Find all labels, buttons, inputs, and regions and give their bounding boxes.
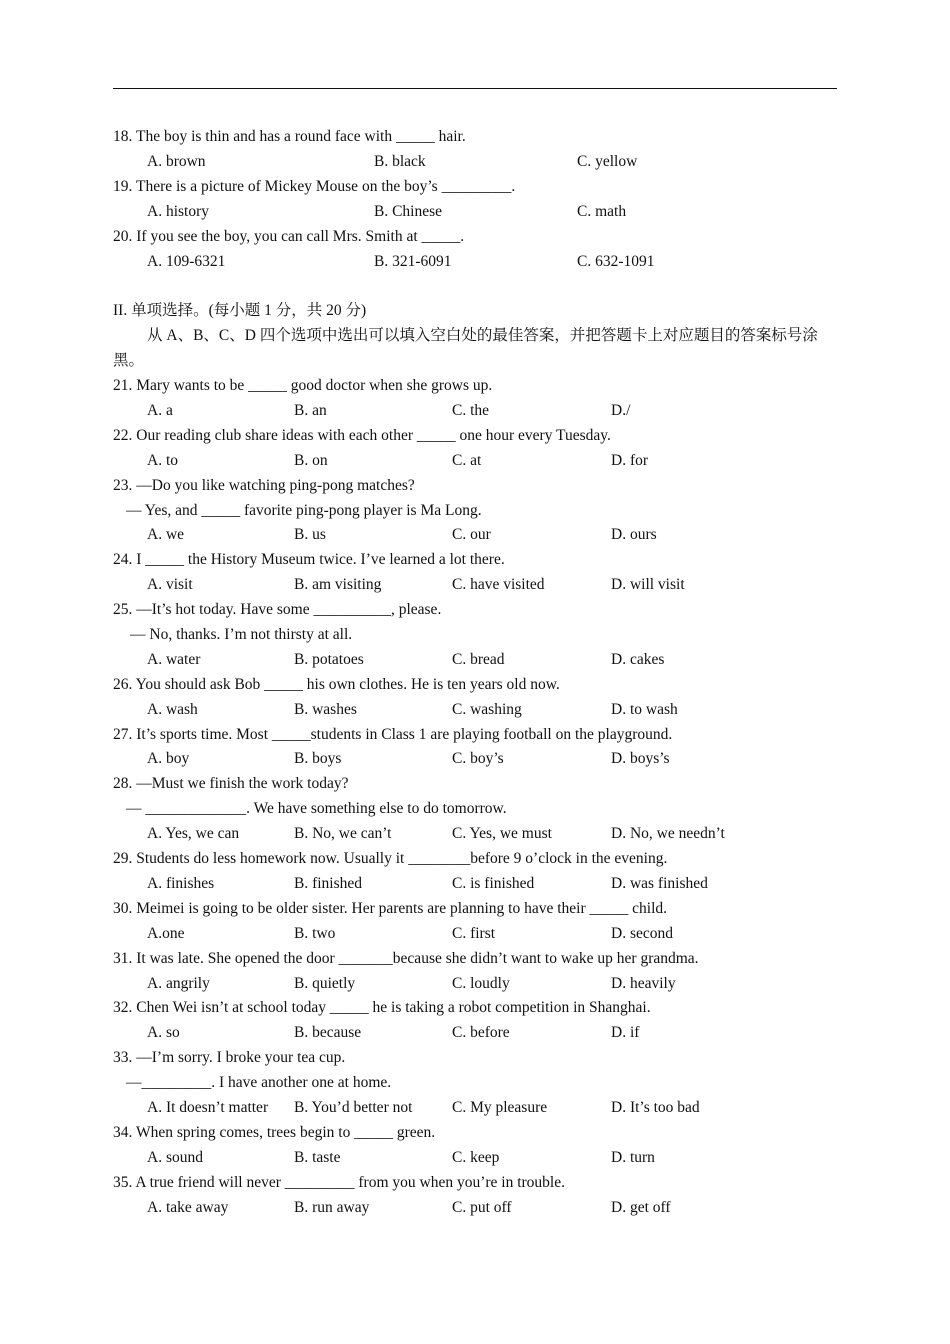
option-b: B. black <box>374 153 426 170</box>
question-20-options <box>147 252 847 272</box>
question-21-options <box>147 401 847 421</box>
question-23-stem: 23. —Do you like watching ping-pong matches? <box>113 477 415 494</box>
question-23-reply: — Yes, and _____ favorite ping-pong player is Ma Long. <box>126 502 482 519</box>
option-c: C. have visited <box>452 576 545 593</box>
question-27-stem: 27. It’s sports time. Most _____students in Class 1 are playing football on the playground. <box>113 726 673 743</box>
option-c: C. yellow <box>577 153 638 170</box>
question-28-options <box>147 824 847 844</box>
option-a: A. so <box>147 1024 180 1041</box>
option-c: C. keep <box>452 1149 500 1166</box>
option-d: D. second <box>611 925 673 942</box>
option-b: B. potatoes <box>294 651 364 668</box>
option-d: D. heavily <box>611 975 676 992</box>
option-d: D. ours <box>611 526 657 543</box>
option-b: B. on <box>294 452 328 469</box>
question-33-stem: 33. —I’m sorry. I broke your tea cup. <box>113 1049 346 1066</box>
option-a: A. wash <box>147 701 198 718</box>
option-b: B. taste <box>294 1149 341 1166</box>
option-b: B. because <box>294 1024 362 1041</box>
question-26-options <box>147 700 847 720</box>
option-b: B. run away <box>294 1199 370 1216</box>
option-d: D./ <box>611 402 631 419</box>
question-24-stem: 24. I _____ the History Museum twice. I’ve learned a lot there. <box>113 551 505 568</box>
option-c: C. 632-1091 <box>577 253 655 270</box>
option-a: A. a <box>147 402 173 419</box>
question-25-stem: 25. —It’s hot today. Have some __________, please. <box>113 601 442 618</box>
option-c: C. washing <box>452 701 522 718</box>
question-33-options <box>147 1098 847 1118</box>
option-c: C. bread <box>452 651 505 668</box>
option-a: A. water <box>147 651 201 668</box>
question-29-options <box>147 874 847 894</box>
question-19-stem: 19. There is a picture of Mickey Mouse on the boy’s _________. <box>113 178 516 195</box>
option-a: A. visit <box>147 576 193 593</box>
option-d: D. cakes <box>611 651 665 668</box>
option-b: B. washes <box>294 701 357 718</box>
question-31-options <box>147 974 847 994</box>
question-21-stem: 21. Mary wants to be _____ good doctor when she grows up. <box>113 377 493 394</box>
question-30-options <box>147 924 847 944</box>
question-23-options <box>147 525 847 545</box>
option-b: B. No, we can’t <box>294 825 392 842</box>
option-d: D. No, we needn’t <box>611 825 725 842</box>
question-34-options <box>147 1148 847 1168</box>
option-a: A. sound <box>147 1149 203 1166</box>
option-c: C. Yes, we must <box>452 825 552 842</box>
option-b: B. You’d better not <box>294 1099 413 1116</box>
question-18-options <box>147 152 847 172</box>
option-c: C. is finished <box>452 875 535 892</box>
option-a: A. we <box>147 526 185 543</box>
option-d: D. was finished <box>611 875 708 892</box>
section-heading: II. 单项选择。(每小题 1 分，共 20 分) <box>113 302 367 319</box>
option-b: B. am visiting <box>294 576 382 593</box>
question-18-stem: 18. The boy is thin and has a round face with _____ hair. <box>113 128 466 145</box>
question-35-options <box>147 1198 847 1218</box>
option-a: A. It doesn’t matter <box>147 1099 269 1116</box>
question-25-options <box>147 650 847 670</box>
question-32-options <box>147 1023 847 1043</box>
option-d: D. get off <box>611 1199 671 1216</box>
option-a: A. Yes, we can <box>147 825 240 842</box>
question-31-stem: 31. It was late. She opened the door _______because she didn’t want to wake up her grandma. <box>113 950 699 967</box>
option-a: A. history <box>147 203 209 220</box>
question-28-reply: — _____________. We have something else to do tomorrow. <box>126 800 507 817</box>
question-34-stem: 34. When spring comes, trees begin to _____ green. <box>113 1124 436 1141</box>
option-a: A. take away <box>147 1199 229 1216</box>
option-c: C. at <box>452 452 482 469</box>
question-22-stem: 22. Our reading club share ideas with each other _____ one hour every Tuesday. <box>113 427 611 444</box>
question-20-stem: 20. If you see the boy, you can call Mrs. Smith at _____. <box>113 228 465 245</box>
option-c: C. My pleasure <box>452 1099 548 1116</box>
option-c: C. the <box>452 402 490 419</box>
question-26-stem: 26. You should ask Bob _____ his own clothes. He is ten years old now. <box>113 676 560 693</box>
option-b: B. an <box>294 402 327 419</box>
option-a: A. boy <box>147 750 190 767</box>
option-c: C. first <box>452 925 496 942</box>
option-b: B. finished <box>294 875 363 892</box>
option-a: A.one <box>147 925 185 942</box>
option-b: B. 321-6091 <box>374 253 452 270</box>
option-c: C. math <box>577 203 627 220</box>
option-b: B. two <box>294 925 336 942</box>
question-30-stem: 30. Meimei is going to be older sister. Her parents are planning to have their _____ child. <box>113 900 667 917</box>
option-c: C. put off <box>452 1199 512 1216</box>
option-a: A. finishes <box>147 875 215 892</box>
question-25-reply: — No, thanks. I’m not thirsty at all. <box>130 626 353 643</box>
question-24-options <box>147 575 847 595</box>
option-d: D. for <box>611 452 649 469</box>
question-35-stem: 35. A true friend will never _________ from you when you’re in trouble. <box>113 1174 565 1191</box>
option-b: B. boys <box>294 750 342 767</box>
question-22-options <box>147 451 847 471</box>
question-29-stem: 29. Students do less homework now. Usually it ________before 9 o’clock in the evening. <box>113 850 668 867</box>
question-33-reply: —_________. I have another one at home. <box>126 1074 392 1091</box>
option-a: A. 109-6321 <box>147 253 226 270</box>
option-d: D. boys’s <box>611 750 670 767</box>
option-a: A. to <box>147 452 178 469</box>
option-d: D. will visit <box>611 576 685 593</box>
option-a: A. brown <box>147 153 206 170</box>
option-a: A. angrily <box>147 975 210 992</box>
option-d: D. to wash <box>611 701 678 718</box>
question-27-options <box>147 749 847 769</box>
question-19-options <box>147 202 847 222</box>
option-d: D. It’s too bad <box>611 1099 700 1116</box>
question-28-stem: 28. —Must we finish the work today? <box>113 775 349 792</box>
option-c: C. before <box>452 1024 510 1041</box>
option-d: D. turn <box>611 1149 655 1166</box>
section-instruction: 从 A、B、C、D 四个选项中选出可以填入空白处的最佳答案，并把答题卡上对应题目的答案标号涂黑。 <box>113 327 818 369</box>
option-c: C. loudly <box>452 975 510 992</box>
option-b: B. Chinese <box>374 203 443 220</box>
option-b: B. us <box>294 526 326 543</box>
option-d: D. if <box>611 1024 640 1041</box>
header-rule <box>113 88 837 89</box>
question-32-stem: 32. Chen Wei isn’t at school today _____ he is taking a robot competition in Shanghai. <box>113 999 651 1016</box>
option-c: C. our <box>452 526 491 543</box>
option-c: C. boy’s <box>452 750 504 767</box>
option-b: B. quietly <box>294 975 356 992</box>
